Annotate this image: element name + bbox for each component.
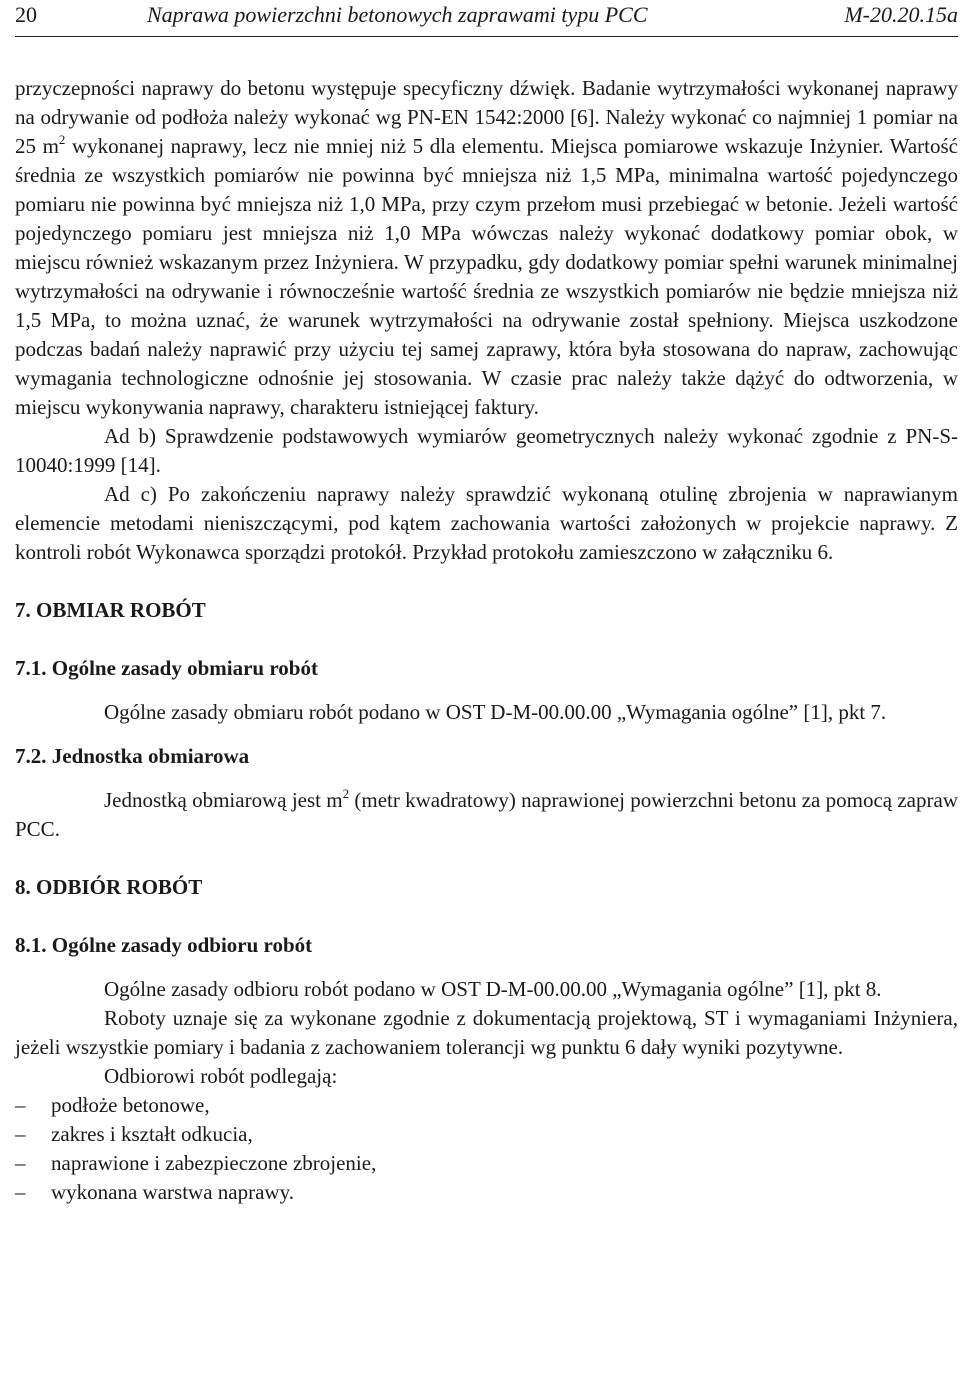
paragraph-text: wykonanej naprawy, lecz nie mniej niż 5 dla elementu. Miejsca pomiarowe wskazuje Inżynier. Wartość średnia ze wszystkich pomiarów nie powinna być mniejsza niż 1,5 MPa, minimalna wartość pojedynczego pomiaru nie powinna być mniejsza niż 1,0 MPa, przy czym przełom musi przebiegać w betonie. Jeżeli wartość pojedynczego pomiaru jest mniejsza niż 1,0 MPa wówczas należy wykonać dodatkowy pomiar obok, w miejscu również wskazanym przez Inżyniera. W przypadku, gdy dodatkowy pomiar spełni warunek minimalnej wytrzymałości na odrywanie i równocześnie wartość średnia ze wszystkich pomiarów nie będzie mniejsza niż 1,5 MPa, to można uznać, że warunek wytrzymałości na odrywanie został spełniony. Miejsca uszkodzone podczas badań należy naprawić przy użyciu tej samej zaprawy, która była stosowana do napraw, zachowując wymagania technologiczne odnośnie jej stosowania. W czasie prac należy także dążyć do odtworzenia, w miejscu wykonywania naprawy, charakteru istniejącej faktury. — [15, 134, 958, 419]
page-header — [15, 0, 958, 37]
list-dash: – — [15, 1093, 26, 1117]
list-dash: – — [15, 1151, 26, 1175]
section-8-1-heading: 8.1. Ogólne zasady odbioru robót — [15, 933, 313, 957]
list-item — [15, 1091, 958, 1120]
paragraph-text: (metr kwadratowy) naprawionej powierzchni betonu za pomocą zapraw PCC. — [15, 788, 958, 841]
section-8-1-acceptance: Roboty uznaje się za wykonane zgodnie z dokumentacją projektową, ST i wymaganiami Inżyniera, jeżeli wszystkie pomiary i badania z zachowaniem tolerancji wg punktu 6 dały wyniki pozytywne. — [15, 1006, 958, 1059]
paragraph-adhesion-test — [15, 74, 958, 422]
list-item — [15, 1178, 958, 1207]
list-item-text: zakres i kształt odkucia, — [51, 1122, 253, 1146]
list-intro: Odbiorowi robót podlegają: — [104, 1064, 338, 1088]
section-7-1-text: Ogólne zasady obmiaru robót podano w OST D-M-00.00.00 „Wymagania ogólne” [1], pkt 7. — [104, 700, 887, 724]
document-body — [15, 74, 958, 1207]
document-page — [15, 0, 958, 1207]
paragraph-text: Jednostką obmiarową jest m — [104, 788, 343, 812]
section-8-1-text: Ogólne zasady odbioru robót podano w OST D-M-00.00.00 „Wymagania ogólne” [1], pkt 8. — [104, 977, 882, 1001]
section-7-heading: 7. OBMIAR ROBÓT — [15, 598, 206, 622]
paragraph-text: przyczepności naprawy do betonu występuje specyficzny dźwięk. Badanie wytrzymałości wykonanej naprawy na odrywanie od podłoża należy wykonać wg PN-EN 1542:2000 [6]. Należy wykonać co najmniej 1 pomiar na 25 m — [15, 76, 958, 158]
page-number: 20 — [15, 2, 37, 27]
list-item-text: wykonana warstwa naprawy. — [51, 1180, 294, 1204]
superscript: 2 — [58, 132, 66, 147]
section-7-1-heading: 7.1. Ogólne zasady obmiaru robót — [15, 656, 318, 680]
superscript: 2 — [342, 786, 350, 801]
section-8-heading: 8. ODBIÓR ROBÓT — [15, 875, 203, 899]
list-item — [15, 1149, 958, 1178]
acceptance-list — [15, 1091, 958, 1207]
header-title: Naprawa powierzchni betonowych zaprawami typu PCC — [147, 2, 648, 27]
section-7-2-heading: 7.2. Jednostka obmiarowa — [15, 744, 250, 768]
section-7-2-text — [15, 786, 958, 844]
paragraph-geometry-check: Ad b) Sprawdzenie podstawowych wymiarów geometrycznych należy wykonać zgodnie z PN-S-10040:1999 [14]. — [15, 424, 958, 477]
paragraph-cover-check: Ad c) Po zakończeniu naprawy należy sprawdzić wykonaną otulinę zbrojenia w naprawianym elemencie metodami nieniszczącymi, pod kątem zachowania wartości założonych w projekcie naprawy. Z kontroli robót Wykonawca sporządzi protokół. Przykład protokołu zamieszczono w załączniku 6. — [15, 482, 958, 564]
list-dash: – — [15, 1180, 26, 1204]
list-dash: – — [15, 1122, 26, 1146]
list-item — [15, 1120, 958, 1149]
list-item-text: podłoże betonowe, — [51, 1093, 210, 1117]
document-code: M-20.20.15a — [844, 2, 958, 27]
list-item-text: naprawione i zabezpieczone zbrojenie, — [51, 1151, 377, 1175]
